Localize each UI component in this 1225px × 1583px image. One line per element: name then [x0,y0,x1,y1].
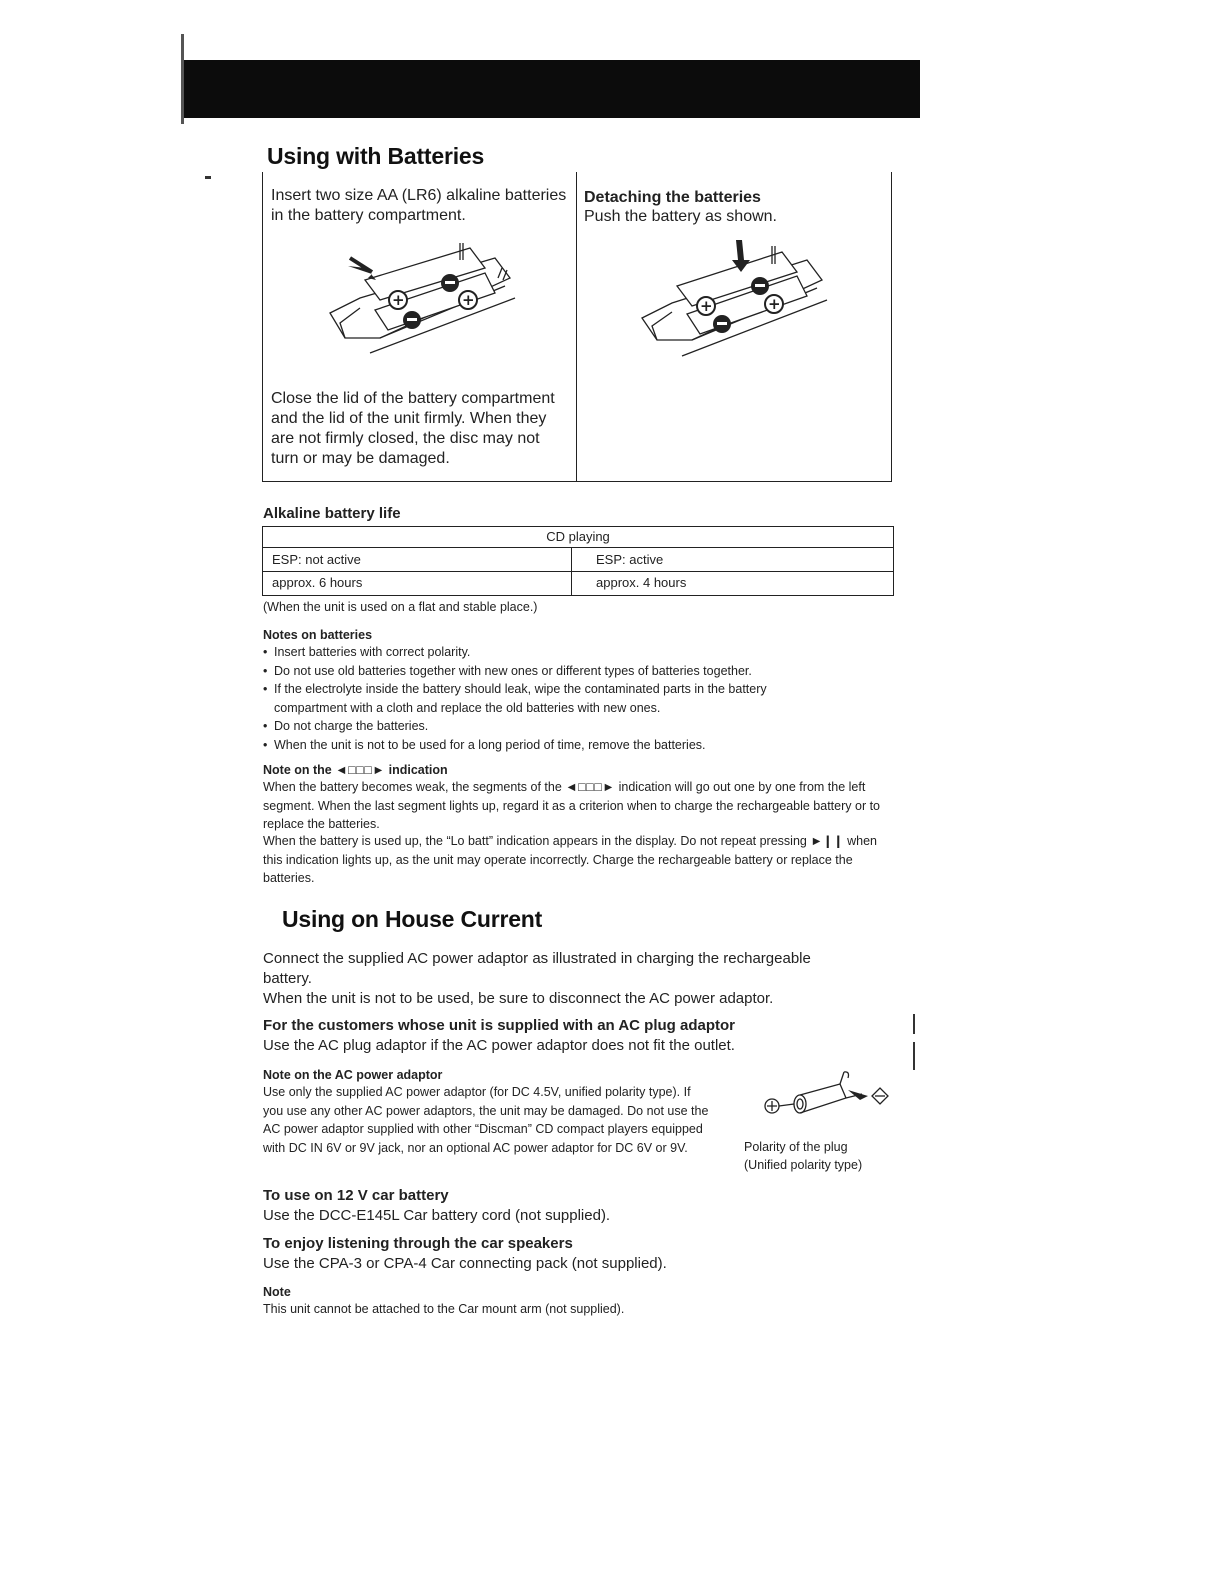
note-item: • When the unit is not to be used for a long period of time, remove the batteries. [263,736,823,755]
battery-detach-illustration [632,238,832,358]
svg-text:+: + [462,291,475,309]
box-left-border [262,172,263,482]
customers-text: Use the AC plug adaptor if the AC power adaptor does not fit the outlet. [263,1037,735,1054]
house-current-intro: Connect the supplied AC power adaptor as illustrated in charging the rechargeable battery. [263,950,811,987]
notes-batteries-heading: Notes on batteries [263,628,373,642]
polarity-caption-line-2: (Unified polarity type) [744,1158,863,1172]
scan-speck [205,176,211,179]
battery-segment-icon: ◄□□□► [565,780,616,794]
ac-note-heading: Note on the AC power adaptor [263,1068,443,1082]
car-battery-heading: To use on 12 V car battery [263,1187,449,1204]
note-indication-heading: Note on the ◄□□□► indication [263,763,448,777]
box-right-border [891,172,892,482]
note-indication-paragraph-2: When the battery is used up, the “Lo batt” indication appears in the display. Do not repeat pressing ►❙❙ when this indication lights up, as the unit may operate incorrectly. Charge the rechargeable battery or replace the batteries. [263,834,877,885]
car-speakers-text: Use the CPA-3 or CPA-4 Car connecting pack (not supplied). [263,1255,667,1272]
battery-life-table [262,526,894,596]
table-header-rule [262,547,894,548]
plug-polarity-icon [760,1070,890,1122]
detaching-instruction: Push the battery as shown. [584,208,777,225]
detaching-heading: Detaching the batteries [584,189,761,206]
car-speakers-heading: To enjoy listening through the car speakers [263,1235,573,1252]
note-item: • Insert batteries with correct polarity. [263,643,823,662]
car-battery-text: Use the DCC-E145L Car battery cord (not supplied). [263,1207,611,1224]
note-item: • Do not charge the batteries. [263,717,823,736]
section-title-batteries: Using with Batteries [267,143,485,169]
table-value-4-hours: approx. 4 hours [596,575,687,590]
scan-edge-mark [913,1042,915,1070]
table-header-cd-playing: CD playing [546,529,610,544]
close-lid-instruction: Close the lid of the battery compartment and the lid of the unit firmly. When they are not firmly closed, the disc may not turn or may be damaged. [271,390,555,467]
section-title-house-current: Using on House Current [282,906,543,932]
table-col-esp-not-active: ESP: not active [272,552,361,567]
ac-note-text: Use only the supplied AC power adaptor (for DC 4.5V, unified polarity type). If you use any other AC power adaptors, the unit may be damaged. Do not use the AC power adaptor supplied with other “Discman” CD compact players equipped with DC IN 6V or 9V jack, nor an optional AC power adaptor for DC 6V or 9V. [263,1085,709,1155]
scan-edge-mark [181,34,184,124]
battery-life-footnote: (When the unit is used on a flat and stable place.) [263,600,538,614]
table-row-rule [262,571,894,572]
house-current-disconnect: When the unit is not to be used, be sure to disconnect the AC power adaptor. [263,990,774,1007]
battery-insert-illustration [320,238,520,358]
table-col-esp-active: ESP: active [596,552,664,567]
battery-life-heading: Alkaline battery life [263,505,401,522]
box-bottom-border [262,481,892,482]
battery-insert-instruction: Insert two size AA (LR6) alkaline batteries in the battery compartment. [271,187,567,224]
polarity-caption-line-1: Polarity of the plug [744,1140,848,1154]
scan-edge-mark [913,1014,915,1034]
battery-segment-icon: ◄□□□► [335,763,386,777]
box-center-divider [576,172,577,482]
note-indication-paragraph-1: When the battery becomes weak, the segments of the ◄□□□► indication will go out one by one from the left segment. When the last segment lights up, regard it as a criterion when to charge the rechargeable battery or to replace the batteries. [263,780,881,831]
note-item: • If the electrolyte inside the battery should leak, wipe the contaminated parts in the battery compartment with a cloth and replace the old batteries with new ones. [263,680,823,717]
header-bar [183,60,920,118]
table-value-6-hours: approx. 6 hours [272,575,363,590]
notes-batteries-list [263,643,823,754]
note-item: • Do not use old batteries together with new ones or different types of batteries together. [263,662,823,681]
svg-text:+: + [768,295,781,313]
svg-text:+: + [700,297,713,315]
final-note-heading: Note [263,1285,291,1299]
svg-text:+: + [392,291,405,309]
customers-heading: For the customers whose unit is supplied with an AC plug adaptor [263,1017,735,1034]
final-note-text: This unit cannot be attached to the Car mount arm (not supplied). [263,1302,625,1316]
table-column-rule [571,547,572,595]
